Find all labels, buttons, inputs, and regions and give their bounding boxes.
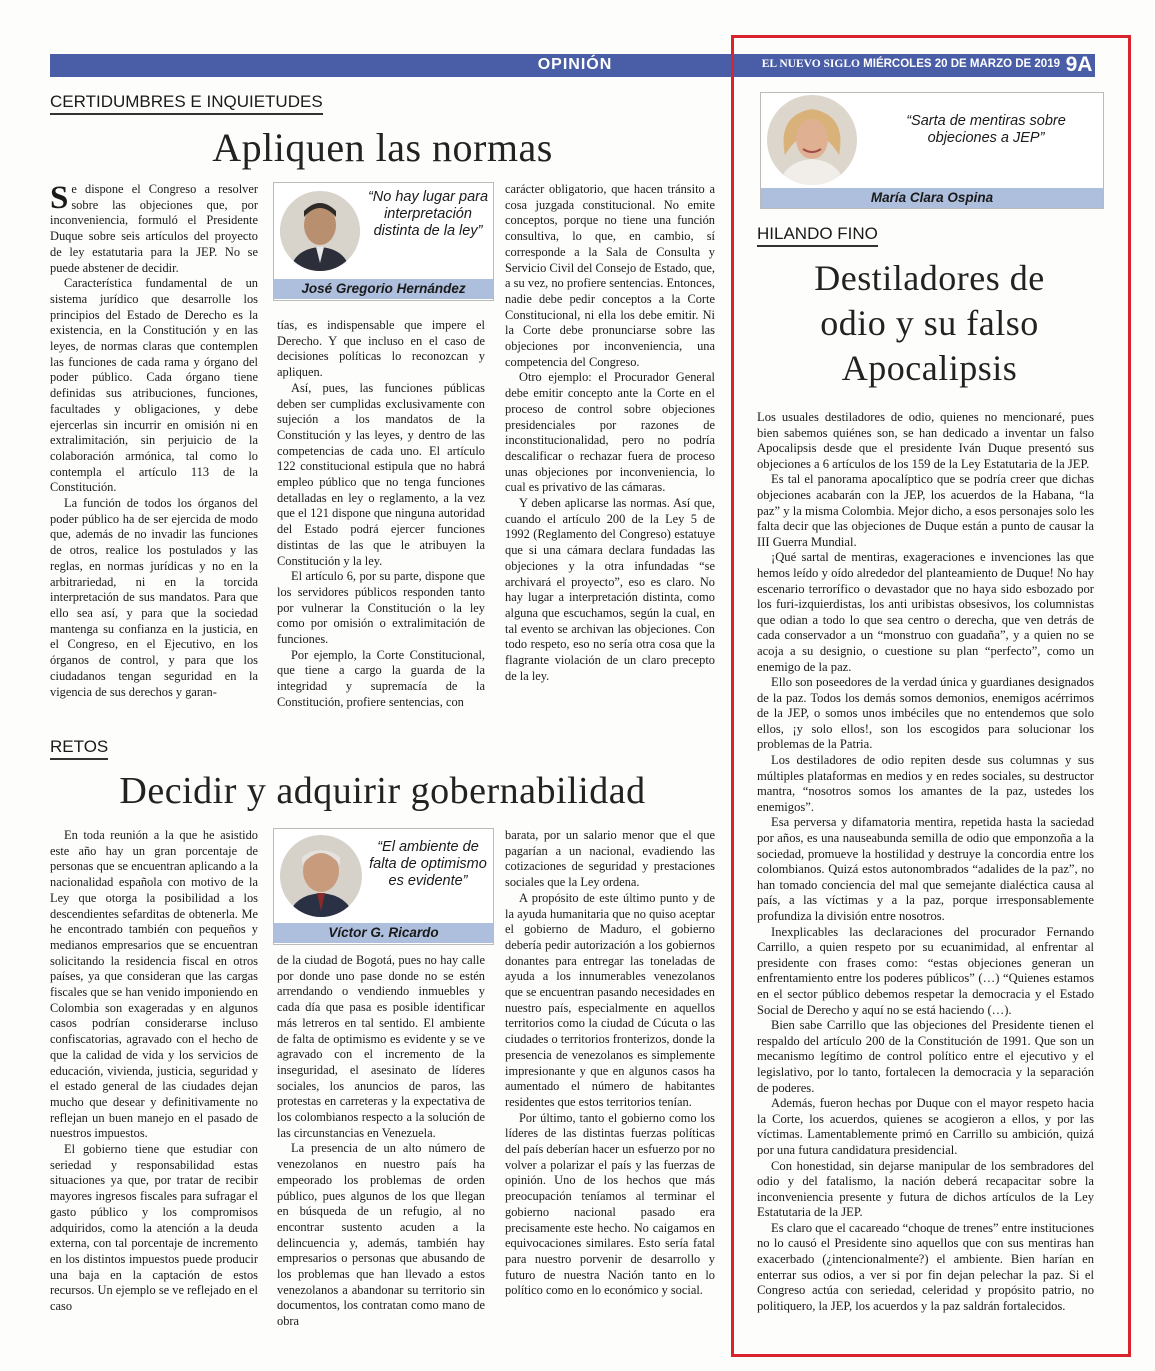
article1-quote: “No hay lugar para interpretación distinta de la ley” (367, 189, 489, 239)
article2-paragraph: de la ciudad de Bogotá, pues no hay calle por donde uno pase donde no se estén arrendando o vendiendo inmuebles y cada día que pasa es posible identificar más letreros en tal sentido. El ambiente de falta de optimismo es evidente y se ve agravado con el incremento de la inseguridad, el asesinato de líderes sociales, los anuncios de paros, las protestas en carreteras y la expectativa de los colombianos respecto a la solución de las circunstancias en Venezuela. (277, 953, 485, 1140)
article2-kicker: RETOS (50, 737, 108, 760)
article3-paragraph: Los destiladores de odio repiten desde sus columnas y sus múltiples plataformas en medios y en redes sociales, su destructor mantra, “nosotros somos los amantes de la paz, ustedes los enemigos”. (757, 753, 1094, 814)
highlight-frame (731, 35, 1131, 1357)
section-title: OPINIÓN (537, 56, 613, 73)
article1-paragraph-rest: e dispone el Congreso a resolver sobre las objeciones que, por inconveniencia, formuló el Presidente Duque sobre seis artículos del proyecto de ley estatutaria para la JEP. No se puede abstener de decidir. (50, 182, 258, 275)
newspaper-name: EL NUEVO SIGLO (761, 58, 860, 70)
article2-column-3 (505, 828, 715, 1299)
article3-quote: “Sarta de mentiras sobre objeciones a JEP” (906, 113, 1066, 146)
article3-paragraph: Esa perversa y difamatoria mentira, repetida hasta la saciedad por años, es una nauseabunda semilla de odio que emponzoña a la sociedad, promueve la hostilidad y destruye la concordia entre los colombianos. Quizá estos autonombrados “adalides de la paz”, no han tomado conciencia del mal que semejante dialéctica causa al país, a las víctimas y a la paz, porque irresponsablemente profundiza la división entre nosotros. (757, 815, 1094, 923)
article1-paragraph: Y deben aplicarse las normas. Así que, cuando el artículo 200 de la Ley 5 de 1992 (Reglamento del Congreso) estatuye que si una cámara declara fundadas las objeciones y la otra infundadas “se archivará el proyecto”, eso es claro. No hay lugar a interpretación distinta, como alguna que escuchamos, según la cual, en tal evento se archivan las objeciones. Con todo respeto, eso no sería otra cosa que la flagrante violación de un claro precepto de la ley. (505, 496, 715, 683)
article2-paragraph: La presencia de un alto número de venezolanos en nuestro país ha empeorado los problemas de orden público, pues algunos de los que llegan en búsqueda de un refugio, al no encontrar sustento acuden a la delincuencia y, además, también hay empresarios o personas que abusando de los problemas que han llevado a estos venezolanos a abandonar su territorio sin documentos, los contratan como mano de obra (277, 1141, 485, 1329)
article1-paragraph: Así, pues, las funciones públicas deben ser cumplidas exclusivamente con sujeción a los mandatos de la Constitución y las leyes, y dentro de las competencias de cada uno. El artículo 122 constitucional estipula que no habrá empleo público que no tenga funciones detalladas en ley o reglamento, a la vez que el 121 dispone que ninguna autoridad del Estado podrá ejercer funciones distintas de las que le atribuyen la Constitución y la ley. (277, 380, 485, 568)
issue-date: MIÉRCOLES 20 DE MARZO DE 2019 (863, 58, 1060, 70)
article1-column-3 (505, 182, 715, 685)
article1-headline: Apliquen las normas (212, 125, 553, 170)
article3-headline-line: Apocalipsis (841, 348, 1018, 388)
author-portrait (280, 191, 360, 271)
page-number: 9A (1065, 53, 1093, 76)
article3-paragraph: Los usuales destiladores de odio, quienes no mencionaré, pues bien sabemos quiénes son, se han dedicado a inventar un falso Apocalipsis desde que el presidente Iván Duque presentó sus objeciones a 6 artículos de los 159 de la Ley Estatutaria de la JEP. (757, 410, 1094, 471)
article1-kicker-wrap (50, 92, 323, 115)
article1-paragraph: La función de todos los órganos del poder público ha de ser ejercida de modo que, además de no invadir las funciones de otros, realice los postulados y las reglas, en normas jurídicas y no en la arbitrariedad, ni en la torcida interpretación de sus mandatos. Para que ello sea así, y para que la sociedad mantenga su confianza en la justicia, en el Congreso, en el Ejecutivo, en los órganos de control, y para que los ciudadanos tengan seguridad en la vigencia de sus derechos y garan- (50, 496, 258, 699)
article3-paragraph: Inexplicables las declaraciones del procurador Fernando Carrillo, a quien respeto por su ecuanimidad, al enfrentar al presidente con frases como: “estas objeciones generan un enfrentamiento entre los poderes públicos” (…) “Quienes estamos en el sector público debemos respetar la democracia y el Estado Social de Derecho y aquí no se está haciendo (…). (757, 924, 1094, 1017)
article1-paragraph: Característica fundamental de un sistema jurídico que desarrolle los principios del Estado de Derecho es la existencia, en la Constitución y en las leyes, de normas claras que contemplen las funciones de cada rama y órgano del poder público. Cada órgano tiene definidas sus atribuciones, funciones, facultades y obligaciones, y debe ejercerlas sin incurrir en omisión ni en extralimitación, sin perjuicio de la colaboración armónica, tal como lo contempla el artículo 113 de la Constitución. (50, 276, 258, 495)
article2-quote: “El ambiente de falta de optimismo es evidente” (369, 839, 487, 889)
article1-paragraph: Otro ejemplo: el Procurador General debe emitir concepto ante la Corte en el proceso de control sobre objeciones presidenciales por razones de inconstitucionalidad, pero no podría descalificar o rechazar fuera de proceso unas objeciones por inconveniencia, lo cual es privativo de las cámaras. (505, 370, 715, 495)
article2-kicker-wrap (50, 737, 108, 760)
article3-paragraph: ¡Qué sartal de mentiras, exageraciones e invenciones las que hemos leído y oído alrededor del planteamiento de Duque! No hay escenario terrorífico o devastador que no haya sido esbozado por los furi-izquierdistas, los anti uribistas obsesivos, los columnistas que odian a todo lo que sea centro o derecha, que ven detrás de cada conservador a un “monstruo con guadaña”, y a quien no se acoja a su designio, o cuestione su plan “perfecto”, como un enemigo de la paz. (757, 550, 1094, 674)
article3-author: María Clara Ospina (761, 188, 1103, 208)
article3-paragraph: Bien sabe Carrillo que las objeciones del Presidente tienen el respaldo del artículo 200 de la Constitución de 1991. Que son un mecanismo legítimo de control político entre el ejecutivo y el legislativo, por lo tanto, fortalecen la democracia y la separación de poderes. (757, 1018, 1094, 1095)
article3-kicker: HILANDO FINO (757, 224, 878, 247)
article2-paragraph: barata, por un salario menor que el que pagarían a un nacional, evadiendo las cotizaciones de seguridad y prestaciones sociales que la Ley ordena. (505, 828, 715, 890)
article3-paragraph: Además, fueron hechas por Duque con el mayor respeto hacia la Corte, los acuerdos, quienes se acogieron a ellos, y por las víctimas. Lamentablemente primó en Carrillo su ambición, quizá por una futura candidatura presidencial. (757, 1096, 1094, 1157)
article1-quote-box (273, 182, 494, 301)
article3-paragraph: Ello son poseedores de la verdad única y guardianes designados de la paz. Todos los demás somos demonios, enemigos acérrimos de la JEP, o somos unos imbéciles que no entendemos que solo ellos, ¡y solo ellos!, son los escogidos para solucionar los problemas de la Patria. (757, 675, 1094, 752)
article3-paragraph: Es claro que el cacareado “choque de trenes” entre instituciones no lo causó el Presidente sino aquellos que con sus mentiras han exacerbado (¿intencionalmente?) el ambiente. Bien harían en enterrar sus odios, a ver si por fin dejan pelechar la paz. Si el Congreso actúa con seriedad, celeridad y propósito patrio, no politiquero, la JEP, los acuerdos y la paz saldrán fortalecidos. (757, 1220, 1094, 1313)
article2-column-2 (277, 953, 485, 1330)
article2-paragraph: El gobierno tiene que estudiar con seriedad y responsabilidad estas situaciones ya que, por tratar de recibir mayores ingresos fiscales para sufragar el gasto público y los compromisos adquiridos, como la atención a la deuda externa, con tal porcentaje de incremento en los distintos impuestos puede producir una baja en la captación de estos recursos. Un ejemplo se ve reflejado en el caso (50, 1142, 258, 1314)
author-portrait (280, 835, 362, 917)
article2-column-1 (50, 828, 258, 1315)
article3-headline-line: odio y su falso (820, 303, 1039, 343)
article2-headline: Decidir y adquirir gobernabilidad (119, 770, 646, 812)
article1-kicker: CERTIDUMBRES E INQUIETUDES (50, 92, 323, 115)
article1-paragraph: carácter obligatorio, que hacen tránsito a cosa juzgada constitucional. No emite conceptos, porque no tiene una función consultiva, lo que, en cambio, sí corresponde a la Sala de Consulta y Servicio Civil del Consejo de Estado, que, a su vez, no profiere sentencias. Entonces, nadie debe pedir conceptos a la Corte Constitucional, ni ella los debe emitir. Ni la Corte debe pronunciarse sobre las objeciones por inconveniencia, una competencia del Congreso. (505, 182, 715, 369)
article2-paragraph: Por último, tanto el gobierno como los líderes de las distintas fuerzas políticas del país deberían hacer un esfuerzo por no volver a polarizar el país y las fuerzas de opinión. Uno de los hechos que más preocupación teníamos al terminar el gobierno nacional pasado era precisamente este hecho. No caigamos en equivocaciones similares. Esto sería fatal para nuestro porvenir de desarrollo y futuro de nuestra Nación tanto en lo político como en lo económico y social. (505, 1110, 715, 1298)
article3-headline-line: Destiladores de (814, 258, 1045, 298)
article1-column-2 (277, 318, 485, 711)
article1-paragraph (50, 182, 258, 276)
article3-paragraph: Con honestidad, sin dejarse manipular de los sembradores del odio y del fatalismo, la nación deberá recapacitar sobre la inconveniencia presente y futura de dichos artículos de la Ley Estatutaria de la JEP. (757, 1158, 1094, 1220)
article1-paragraph: tías, es indispensable que impere el Derecho. Y que incluso en el caso de decisiones políticas lo reconozcan y apliquen. (277, 318, 485, 380)
article1-paragraph: Por ejemplo, la Corte Constitucional, que tiene a cargo la guarda de la integridad y supremacía de la Constitución, profiere sentencias, con (277, 647, 485, 709)
article2-paragraph: En toda reunión a la que he asistido este año hay un gran porcentaje de personas que se encuentran aplicando a la nacionalidad española con motivo de la Ley que otorga la posibilidad a los descendientes sefarditas de obtenerla. Me he encontrado también con pequeños y medianos empresarios que se encuentran solicitando la residencia fiscal en otros países, ya que consideran que las cargas fiscales que se han venido imponiendo en Colombia son exageradas y en algunos casos podrían considerarse incluso confiscatorias, agravado con el hecho de que la calidad de vida y los servicios de educación, vivienda, justicia, seguridad y el estado general de las ciudades dejan mucho que desear y definitivamente no reflejan un buen manejo en el pasado de nuestros impuestos. (50, 828, 258, 1141)
article1-paragraph: El artículo 6, por su parte, dispone que los servidores públicos responden tanto por vulnerar la Constitución o la ley como por omisión o extralimitación de funciones. (277, 569, 485, 647)
drop-cap: S (50, 180, 69, 216)
article2-paragraph: A propósito de este último punto y de la ayuda humanitaria que no quiso aceptar el gobierno de Maduro, el gobierno debería pedir autorización a los gobiernos donantes para entregar las toneladas de ayuda a los innumerables venezolanos que se encuentran pasando necesidades en nuestro país, especialmente en aquellos territorios como la ciudad de Cúcuta o las ciudades o territorios fronterizos, donde la presencia de venezolanos es simplemente impresionante y que en algunos casos ha aumentado el número de habitantes residentes que estos territorios tenían. (505, 890, 715, 1109)
article1-column-1 (50, 182, 258, 700)
article1-author: José Gregorio Hernández (274, 279, 493, 299)
article2-author: Víctor G. Ricardo (274, 923, 493, 943)
article2-quote-box (273, 828, 494, 945)
article3-paragraph: Es tal el panorama apocalíptico que se podría creer que dichas objeciones acabarán con la JEP, los acuerdos de la Habana, “la paz” y la misma Colombia. Mejor dicho, a esos personajes solo les falta decir que las objeciones de Duque están a punto de causar la III Guerra Mundial. (757, 472, 1094, 549)
